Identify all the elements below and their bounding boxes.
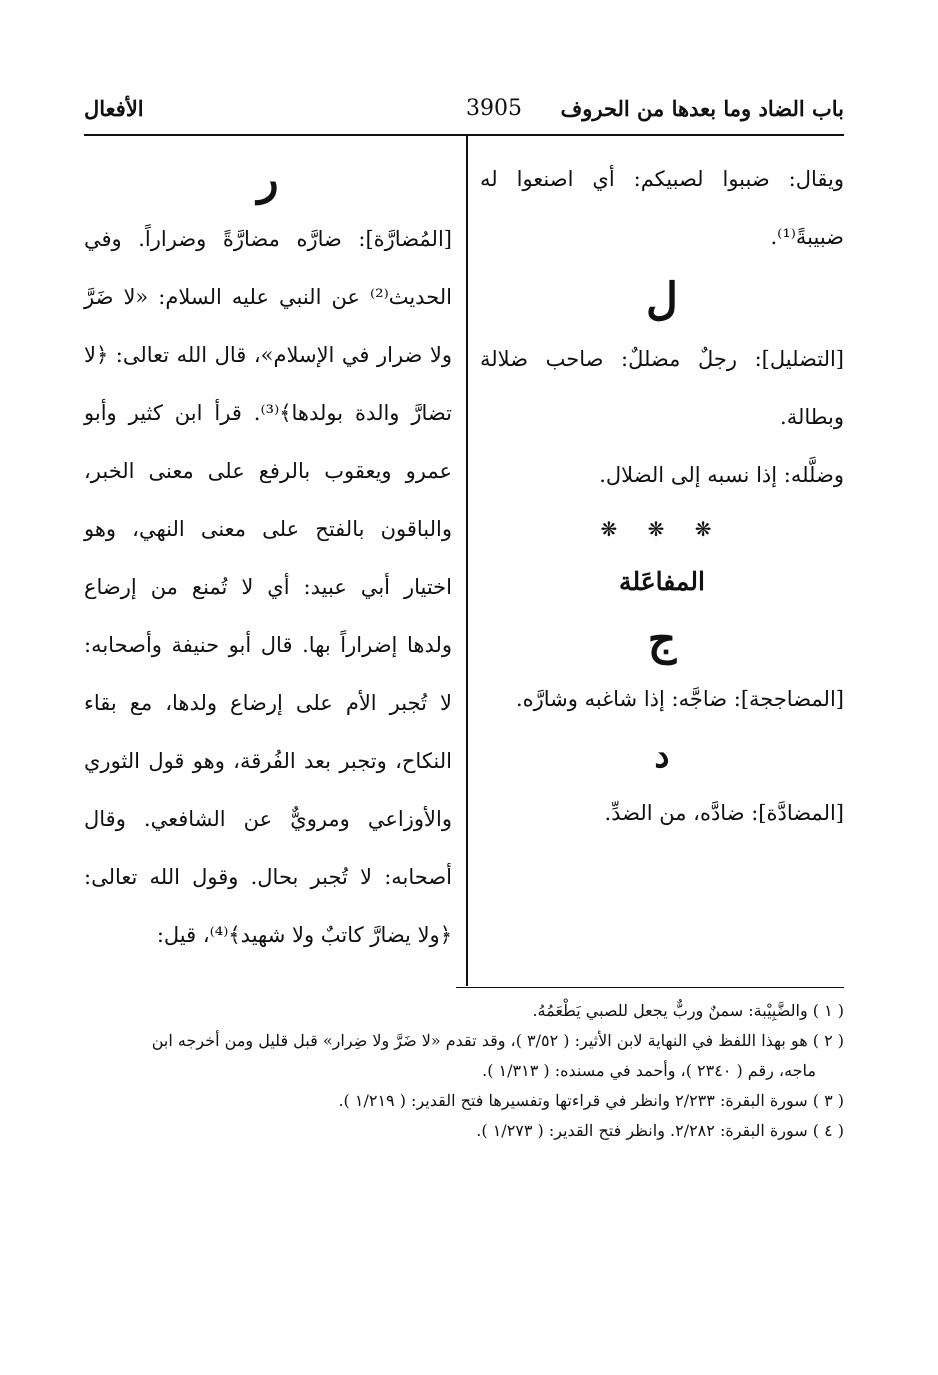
footnote-4: ( ٤ ) سورة البقرة: ٢/٢٨٢. وانظر فتح القدير: ( ١/٢٧٣ ). bbox=[476, 1121, 844, 1140]
page-number: 3905 bbox=[466, 96, 522, 121]
paragraph-mudajaja: [المضاججة]: ضاجَّه: إذا شاغبه وشارَّه. bbox=[515, 687, 844, 711]
letter-heading-dal: د bbox=[654, 736, 670, 776]
section-heading-mufaala: المفاعَلة bbox=[619, 567, 705, 596]
footnote-1: ( ١ ) والضَّبِيْبة: سمنٌ وربٌّ يجعل للصبي يَطْعَمُهُ. bbox=[532, 1001, 844, 1020]
letter-heading-jim: ج bbox=[647, 614, 677, 665]
paragraph-mudadda: [المضادَّة]: ضادَّه، من الضدِّ. bbox=[604, 801, 844, 825]
left-column bbox=[84, 150, 452, 964]
page-header bbox=[84, 96, 844, 136]
section-separator-stars: ❋ ❋ ❋ bbox=[600, 517, 724, 541]
paragraph-dababa: ويقال: ضببوا لصبيكم: أي اصنعوا له ضبيبةً⁽¹⁾. bbox=[480, 167, 844, 249]
paragraph-mudarra: [المُضارَّة]: ضارَّه مضارَّةً وضراراً. وفي الحديث⁽²⁾ عن النبي عليه السلام: «لا ضَرَّ ولا ضرار في الإسلام»، قال الله تعالى: ﴿لا تضارَّ والدة بولدها﴾⁽³⁾. قرأ ابن كثير وأبو عمرو ويعقوب بالرفع على معنى الخبر، والباقون بالفتح على معنى النهي، وهو اختيار أبي عبيد: أي لا تُمنع من إرضاع ولدها إضراراً بها. قال أبو حنيفة وأصحابه: لا تُجبر الأم على إرضاع ولدها، مع بقاء النكاح، وتجبر بعد الفُرقة، وهو قول الثوري والأوزاعي ومرويٌّ عن الشافعي. وقال أصحابه: لا تُجبر بحال. وقول الله تعالى: ﴿ولا يضارَّ كاتبٌ ولا شهيد﴾⁽⁴⁾، قيل: bbox=[84, 227, 452, 947]
footnote-2: ( ٢ ) هو بهذا اللفظ في النهاية لابن الأثير: ( ٣/٥٢ )، وقد تقدم «لا ضَرَّ ولا ضِرار» قبل قليل ومن أخرجه ابن bbox=[151, 1031, 844, 1050]
footnote-3: ( ٣ ) سورة البقرة: ٢/٢٣٣ وانظر في قراءتها وتفسيرها فتح القدير: ( ١/٢١٩ ). bbox=[338, 1091, 844, 1110]
header-rule bbox=[84, 134, 844, 136]
footnote-rule bbox=[456, 987, 844, 988]
chapter-title: باب الضاد وما بعدها من الحروف bbox=[560, 96, 844, 121]
letter-heading-ra: ر bbox=[257, 154, 279, 205]
paragraph-tadlil: [التضليل]: رجلٌ مضللٌ: صاحب ضلالة وبطالة. bbox=[480, 347, 844, 429]
letter-heading-lam: ل bbox=[646, 274, 678, 325]
right-column bbox=[480, 150, 844, 842]
footnotes bbox=[84, 996, 844, 1146]
section-title: الأفعال bbox=[84, 96, 144, 121]
column-divider bbox=[466, 136, 468, 986]
paragraph-dallalahu: وضلَّله: إذا نسبه إلى الضلال. bbox=[599, 463, 844, 487]
footnote-2-continued: ماجه، رقم ( ٢٣٤٠ )، وأحمد في مسنده: ( ١/٣١٣ ). bbox=[482, 1061, 816, 1080]
